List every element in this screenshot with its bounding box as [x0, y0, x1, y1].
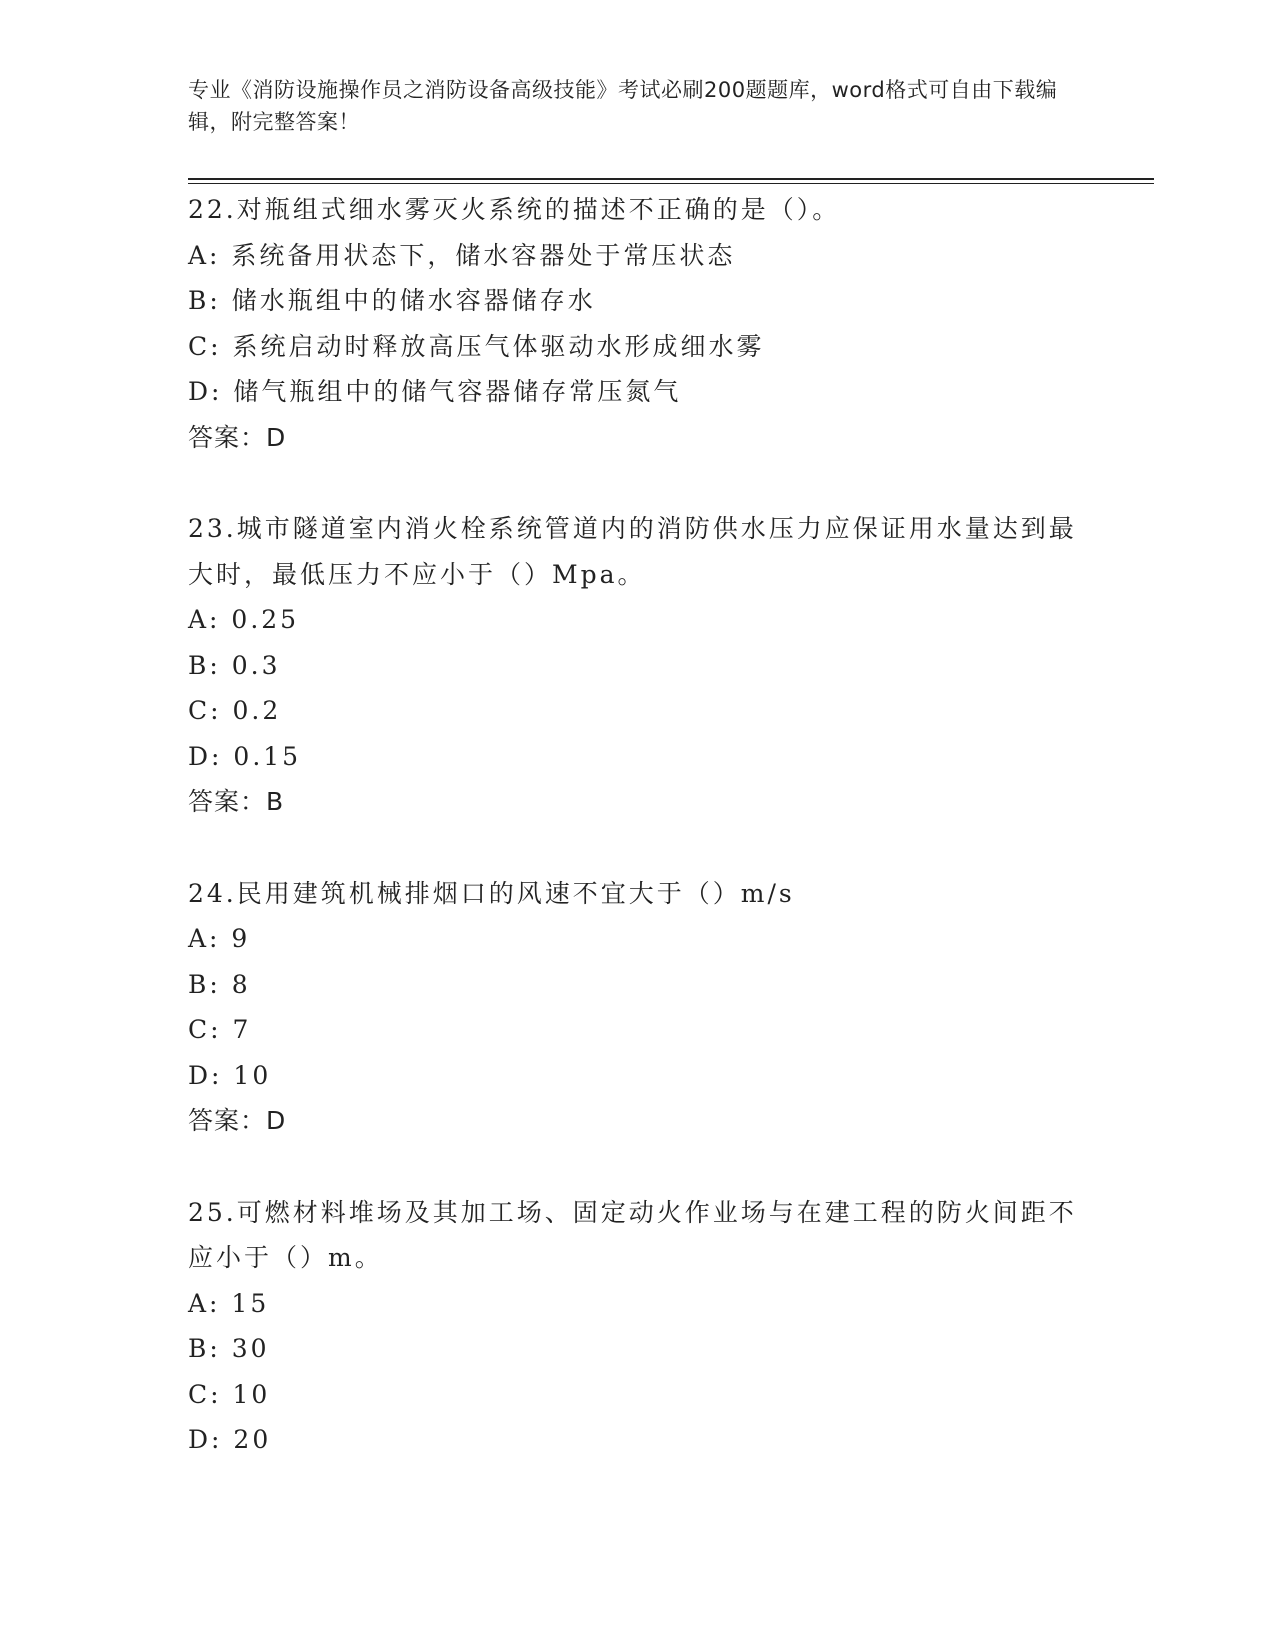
option-a: A: 0.25 — [188, 605, 300, 634]
answer-line: 答案：D — [188, 422, 287, 452]
question-stem: 22.对瓶组式细水雾灭火系统的描述不正确的是（）。 — [188, 195, 841, 224]
option-c: C: 0.2 — [188, 696, 282, 725]
header-divider-thin — [188, 183, 1154, 184]
option-c: C: 10 — [188, 1379, 271, 1409]
answer-line: 答案：B — [188, 787, 285, 816]
answer-line: 答案：D — [188, 1106, 287, 1135]
question-stem: 24.民用建筑机械排烟口的风速不宜大于（）m/s — [188, 878, 795, 908]
option-b: B: 0.3 — [188, 650, 281, 680]
option-a: A: 系统备用状态下，储水容器处于常压状态 — [188, 240, 736, 270]
option-d: D: 0.15 — [188, 741, 302, 771]
question-list — [188, 187, 1088, 1509]
option-a: A: 15 — [188, 1288, 270, 1318]
option-c: C: 7 — [188, 1015, 252, 1044]
document-header: 专业《消防设施操作员之消防设备高级技能》考试必刷200题题库，word格式可自由下载编辑，附完整答案！ — [188, 78, 1058, 134]
option-b: B: 8 — [188, 969, 251, 999]
question-25 — [188, 1190, 1088, 1463]
header-divider — [188, 178, 1154, 180]
option-b: B: 30 — [188, 1334, 270, 1363]
option-b: B: 储水瓶组中的储水容器储存水 — [188, 286, 596, 315]
question-24 — [188, 871, 1088, 1144]
option-d: D: 20 — [188, 1425, 272, 1454]
option-d: D: 储气瓶组中的储气容器储存常压氮气 — [188, 377, 682, 406]
question-stem: 23.城市隧道室内消火栓系统管道内的消防供水压力应保证用水量达到最大时，最低压力不应小于（）Mpa。 — [188, 514, 1077, 589]
question-23 — [188, 506, 1088, 825]
question-stem: 25.可燃材料堆场及其加工场、固定动火作业场与在建工程的防火间距不应小于（）m。 — [188, 1197, 1077, 1272]
option-c: C: 系统启动时释放高压气体驱动水形成细水雾 — [188, 331, 765, 361]
option-a: A: 9 — [188, 924, 251, 953]
option-d: D: 10 — [188, 1060, 272, 1090]
question-22 — [188, 187, 1088, 460]
